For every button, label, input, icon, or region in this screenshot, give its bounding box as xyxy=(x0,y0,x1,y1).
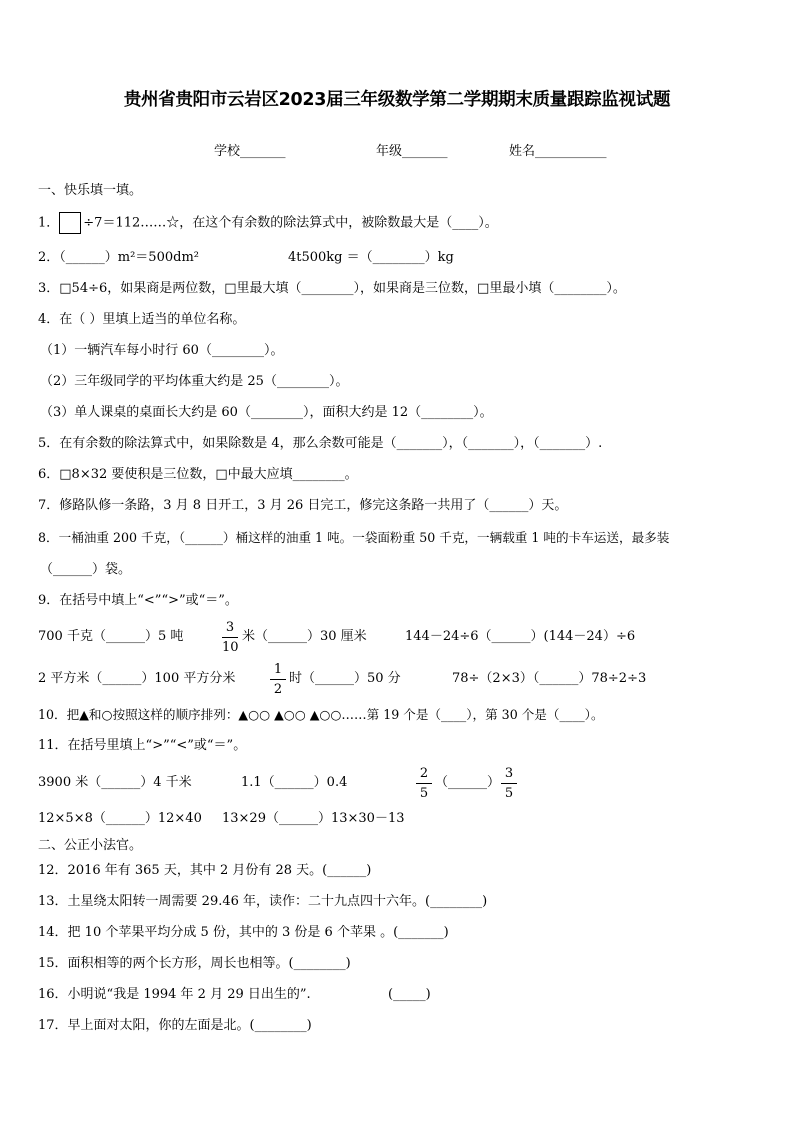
q9-item-5: 时（______）50 分 xyxy=(289,671,401,686)
question-3: 3．□54÷6，如果商是两位数，□里最大填（________），如果商是三位数，□里最小填（________）。 xyxy=(38,281,626,296)
fraction-1-2 xyxy=(270,661,286,698)
q9-item-1: 700 千克（______）5 吨 xyxy=(38,629,184,644)
question-1 xyxy=(38,212,498,234)
question-17: 17．早上面对太阳，你的左面是北。(________) xyxy=(38,1018,312,1033)
question-11: 11．在括号里填上“>”“<”或“＝”。 xyxy=(38,738,247,753)
question-4-2: （2）三年级同学的平均体重大约是 25（________）。 xyxy=(40,374,349,389)
question-4-1: （1）一辆汽车每小时行 60（________）。 xyxy=(40,343,284,358)
q9-item-2: 米（______）30 厘米 xyxy=(242,629,367,644)
q11-item-2: 1.1（______）0.4 xyxy=(241,775,348,790)
q9-item-4: 2 平方米（______）100 平方分米 xyxy=(38,671,236,686)
question-8-line-2: （______）袋。 xyxy=(40,562,132,577)
question-9: 9．在括号中填上“<”“>”或“＝”。 xyxy=(38,593,238,608)
fraction-numerator: 3 xyxy=(222,619,238,638)
fraction-numerator: 3 xyxy=(501,765,517,784)
question-7: 7．修路队修一条路，3 月 8 日开工，3 月 26 日完工，修完这条路一共用了（______）天。 xyxy=(38,498,568,513)
section-1-heading: 一、快乐填一填。 xyxy=(38,183,143,198)
name-field: 姓名___________ xyxy=(509,144,607,159)
fraction-3-10 xyxy=(222,619,238,656)
fraction-denominator: 5 xyxy=(504,786,514,801)
fraction-2-5 xyxy=(416,765,432,802)
grade-field: 年级_______ xyxy=(376,144,448,159)
question-15: 15．面积相等的两个长方形，周长也相等。(________) xyxy=(38,956,351,971)
question-8-line-1: 8．一桶油重 200 千克，（______）桶这样的油重 1 吨。一袋面粉重 50 千克，一辆载重 1 吨的卡车运送，最多装 xyxy=(38,530,670,545)
fraction-3-5 xyxy=(501,765,517,802)
q11-item-5: 13×29（______）13×30－13 xyxy=(222,811,405,826)
question-16: 16．小明说“我是 1994 年 2 月 29 日出生的”. xyxy=(38,987,311,1002)
fraction-numerator: 2 xyxy=(416,765,432,784)
question-1-number: 1． xyxy=(38,215,60,231)
question-12: 12．2016 年有 365 天，其中 2 月份有 28 天。(______) xyxy=(38,863,372,878)
question-1-text: ÷7＝112……☆，在这个有余数的除法算式中，被除数最大是（____）。 xyxy=(83,215,498,231)
q11-item-4: 12×5×8（______）12×40 xyxy=(38,811,202,826)
school-field: 学校_______ xyxy=(214,144,286,159)
fraction-denominator: 5 xyxy=(419,786,429,801)
question-14: 14．把 10 个苹果平均分成 5 份，其中的 3 份是 6 个苹果 。(_______) xyxy=(38,925,449,940)
fraction-denominator: 10 xyxy=(222,640,239,655)
section-2-heading: 二、公正小法官。 xyxy=(38,838,143,853)
q11-item-3: （______） xyxy=(435,775,501,790)
exam-title: 贵州省贵阳市云岩区2023届三年级数学第二学期期末质量跟踪监视试题 xyxy=(123,90,671,110)
question-13: 13．土星绕太阳转一周需要 29.46 年，读作：二十九点四十六年。(________) xyxy=(38,894,488,909)
fraction-denominator: 2 xyxy=(273,682,283,697)
q9-item-6: 78÷（2×3）（______）78÷2÷3 xyxy=(452,671,647,686)
question-6: 6．□8×32 要使积是三位数，□中最大应填________。 xyxy=(38,467,358,482)
blank-box xyxy=(59,212,81,234)
fraction-numerator: 1 xyxy=(270,661,286,680)
question-2a: 2．（______）m²＝500dm² xyxy=(38,250,199,265)
question-2b: 4t500kg ＝（________）kg xyxy=(288,250,454,265)
question-16-answer: (_____) xyxy=(388,987,431,1002)
question-4-3: （3）单人课桌的桌面长大约是 60（________），面积大约是 12（________）。 xyxy=(40,405,493,420)
question-4: 4．在（ ）里填上适当的单位名称。 xyxy=(38,312,246,327)
q9-item-3: 144－24÷6（______）(144－24）÷6 xyxy=(405,629,636,644)
question-5: 5．在有余数的除法算式中，如果除数是 4，那么余数可能是（_______），（_______），（_______）. xyxy=(38,436,603,451)
q11-item-1: 3900 米（______）4 千米 xyxy=(38,775,192,790)
question-10: 10．把▲和○按照这样的顺序排列：▲○○ ▲○○ ▲○○……第 19 个是（____），第 30 个是（____）。 xyxy=(38,707,604,722)
